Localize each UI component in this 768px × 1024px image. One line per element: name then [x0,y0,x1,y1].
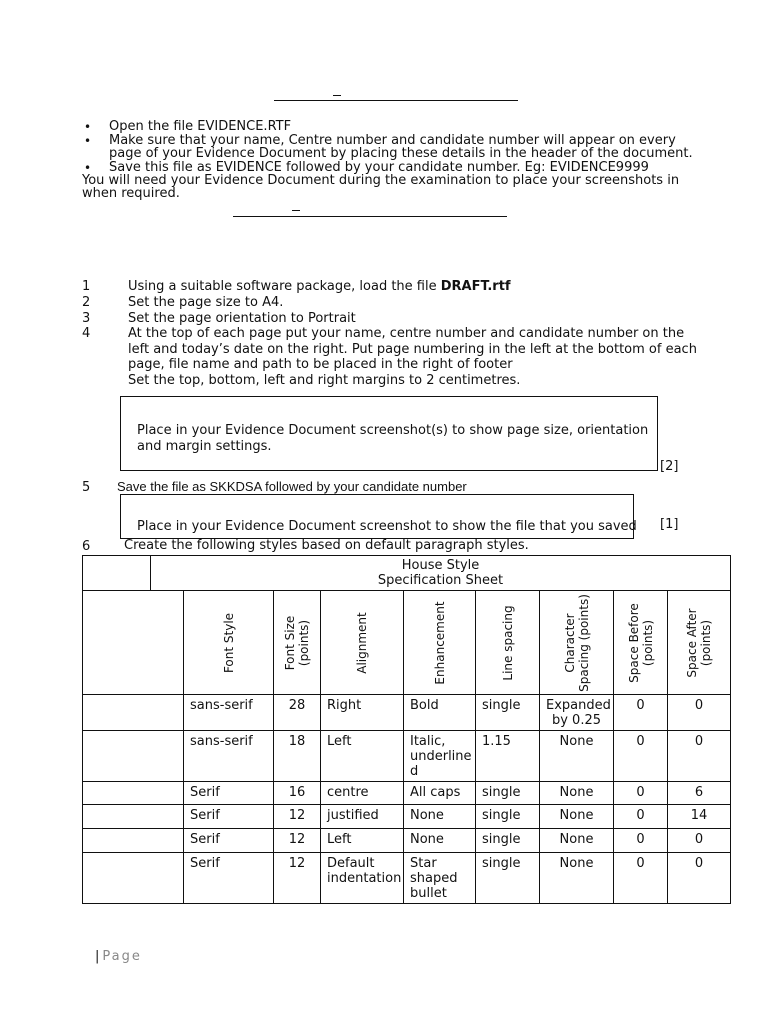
table-cell [668,853,731,904]
table-cell [614,782,668,805]
table-row [83,829,731,853]
column-header [274,591,321,695]
column-header-label: Line spacing [500,604,515,681]
heading-dash-1 [333,95,341,96]
table-cell [614,829,668,853]
heading-underline-1 [274,100,518,101]
bullet-dot: • [84,134,92,148]
cell-value: None [410,808,444,823]
table-cell [321,695,404,731]
page-footer [95,949,142,964]
table-cell [476,731,540,782]
table-cell [321,829,404,853]
table-cell [184,853,274,904]
table-title-cell [151,556,731,591]
row-label-cell [83,731,184,782]
cell-value: 0 [636,785,645,800]
heading-dash-2 [292,210,300,211]
cell-value: 0 [694,734,704,749]
table-cell [614,695,668,731]
evidence-box-1-line-1: Place in your Evidence Document screenshot(s) to show page size, orientation [137,423,649,438]
task-4-line-4: Set the top, bottom, left and right margins to 2 centimetres. [128,373,521,388]
table-cell [476,853,540,904]
column-header-label: Enhancement [432,600,447,685]
cell-value: 0 [694,698,704,713]
task-3-text: Set the page orientation to Portrait [128,311,356,326]
cell-value: None [559,856,594,871]
table-cell [321,731,404,782]
column-header-label: Space After (points) [685,607,714,678]
task-2-text: Set the page size to A4. [128,295,284,310]
cell-value: Default indentation [327,856,402,886]
cell-value: 0 [636,832,645,847]
table-cell [184,782,274,805]
cell-value: Serif [190,785,220,800]
table-row [83,731,731,782]
table-cell [668,782,731,805]
table-row [83,695,731,731]
cell-value: 0 [694,856,704,871]
cell-value: Star shaped bullet [410,856,458,901]
table-cell [540,695,614,731]
cell-value: Serif [190,832,220,847]
table-cell [184,829,274,853]
row-label-cell [83,805,184,829]
cell-value: 12 [288,856,306,871]
bullet-dot: • [84,120,92,134]
cell-value: 0 [636,734,645,749]
cell-value: None [559,734,594,749]
task-number: 6 [82,539,91,554]
cell-value: sans-serif [190,698,253,713]
column-header-label: Font Size (points) [283,615,311,670]
column-header [476,591,540,695]
table-cell [614,731,668,782]
table-cell [668,829,731,853]
cell-value: Expanded by 0.25 [546,698,611,728]
column-header-label: Space Before (points) [626,602,655,683]
table-cell [321,782,404,805]
cell-value: single [482,856,521,871]
cell-value: None [410,832,444,847]
table-cell [614,853,668,904]
row-label-cell [83,829,184,853]
cell-value: None [559,832,594,847]
table-cell [668,805,731,829]
task-number: 4 [82,326,91,341]
cell-value: 0 [636,856,645,871]
column-header [321,591,404,695]
cell-value: 0 [694,832,704,847]
cell-value: Right [327,698,362,713]
cell-value: 0 [636,698,645,713]
cell-value: None [559,785,594,800]
cell-value: Serif [190,808,220,823]
footer-page-label: Page [102,949,142,964]
cell-value: single [482,785,521,800]
task-5-text: Save the file as SKKDSA followed by your candidate number [117,479,467,494]
evidence-box-1-line-2: and margin settings. [137,439,272,454]
task-number: 2 [82,295,91,310]
table-subtitle: Specification Sheet [377,573,504,588]
table-cell [274,805,321,829]
cell-value: 1.15 [482,734,511,749]
task-number: 3 [82,311,91,326]
cell-value: 18 [288,734,306,749]
table-cell [540,829,614,853]
cell-value: single [482,832,521,847]
table-cell [274,829,321,853]
column-header [184,591,274,695]
cell-value: Left [327,734,352,749]
row-label-cell [83,782,184,805]
task-number: 1 [82,279,91,294]
table-cell [476,695,540,731]
column-header [668,591,731,695]
cell-value: Bold [410,698,439,713]
intro-bullet-2: Make sure that your name, Centre number and candidate number will appear on every [109,133,676,148]
table-cell [184,695,274,731]
table-cell [184,731,274,782]
cell-value: 12 [288,808,306,823]
table-row [83,782,731,805]
intro-note-line-2: when required. [82,186,180,201]
task-4-line-3: page, file name and path to be placed in the right of footer [128,357,513,372]
cell-value: 14 [690,808,708,823]
cell-value: centre [327,785,369,800]
table-cell [274,731,321,782]
table-cell [321,853,404,904]
table-cell [274,853,321,904]
table-cell [540,805,614,829]
table-cell [476,805,540,829]
cell-value: Left [327,832,352,847]
table-cell [540,782,614,805]
intro-bullet-1: Open the file EVIDENCE.RTF [109,119,292,134]
task-4-line-1: At the top of each page put your name, centre number and candidate number on the [128,326,685,341]
cell-value: Serif [190,856,220,871]
table-row [83,853,731,904]
heading-underline-2 [233,216,507,217]
table-cell [404,731,476,782]
task-4-line-2: left and today’s date on the right. Put page numbering in the left at the bottom of each [128,342,697,357]
cell-value: 16 [288,785,306,800]
column-header [540,591,614,695]
table-cell [668,695,731,731]
intro-note-line-1: You will need your Evidence Document during the examination to place your screenshots in [82,173,680,188]
intro-bullet-2-cont: page of your Evidence Document by placing these details in the header of the document. [109,146,693,161]
column-header-label: Alignment [355,611,369,674]
cell-value: Italic, underline d [410,734,472,779]
column-header [404,591,476,695]
column-header-label: Font Style [221,612,236,673]
task-1-text [128,280,511,294]
task-1-filename: DRAFT.rtf [440,279,511,294]
bullet-dot: • [84,161,92,175]
column-header-label: Character Spacing (points) [562,593,591,692]
table-cell [668,731,731,782]
task-6-text: Create the following styles based on default paragraph styles. [124,538,529,553]
table-cell [321,805,404,829]
marks-label: [1] [660,517,679,532]
table-cell [184,805,274,829]
table-corner-cell [83,556,151,591]
cell-value: 0 [636,808,645,823]
marks-label: [2] [660,459,679,474]
table-header-blank [83,591,184,695]
row-label-cell [83,695,184,731]
table-cell [404,829,476,853]
table-cell [404,853,476,904]
cell-value: justified [327,808,379,823]
footer-bar: | [95,949,100,964]
cell-value: 12 [288,832,306,847]
table-cell [614,805,668,829]
task-number: 5 [82,480,91,495]
table-cell [404,695,476,731]
house-style-table [82,555,731,904]
cell-value: All caps [410,785,461,800]
row-label-cell [83,853,184,904]
table-title: House Style [401,558,480,573]
table-cell [274,695,321,731]
table-cell [540,853,614,904]
cell-value: None [559,808,594,823]
column-header [614,591,668,695]
cell-value: sans-serif [190,734,253,749]
table-cell [476,829,540,853]
cell-value: single [482,698,521,713]
cell-value: single [482,808,521,823]
table-body [83,695,731,904]
table-cell [404,782,476,805]
task-1-label: Using a suitable software package, load the file [128,279,441,294]
table-cell [274,782,321,805]
cell-value: 28 [288,698,306,713]
table-cell [404,805,476,829]
table-row [83,805,731,829]
intro-bullet-3: Save this file as EVIDENCE followed by your candidate number. Eg: EVIDENCE9999 [109,160,649,175]
evidence-box-2-text: Place in your Evidence Document screenshot to show the file that you saved [137,519,637,534]
cell-value: 6 [694,785,704,800]
table-cell [476,782,540,805]
table-cell [540,731,614,782]
